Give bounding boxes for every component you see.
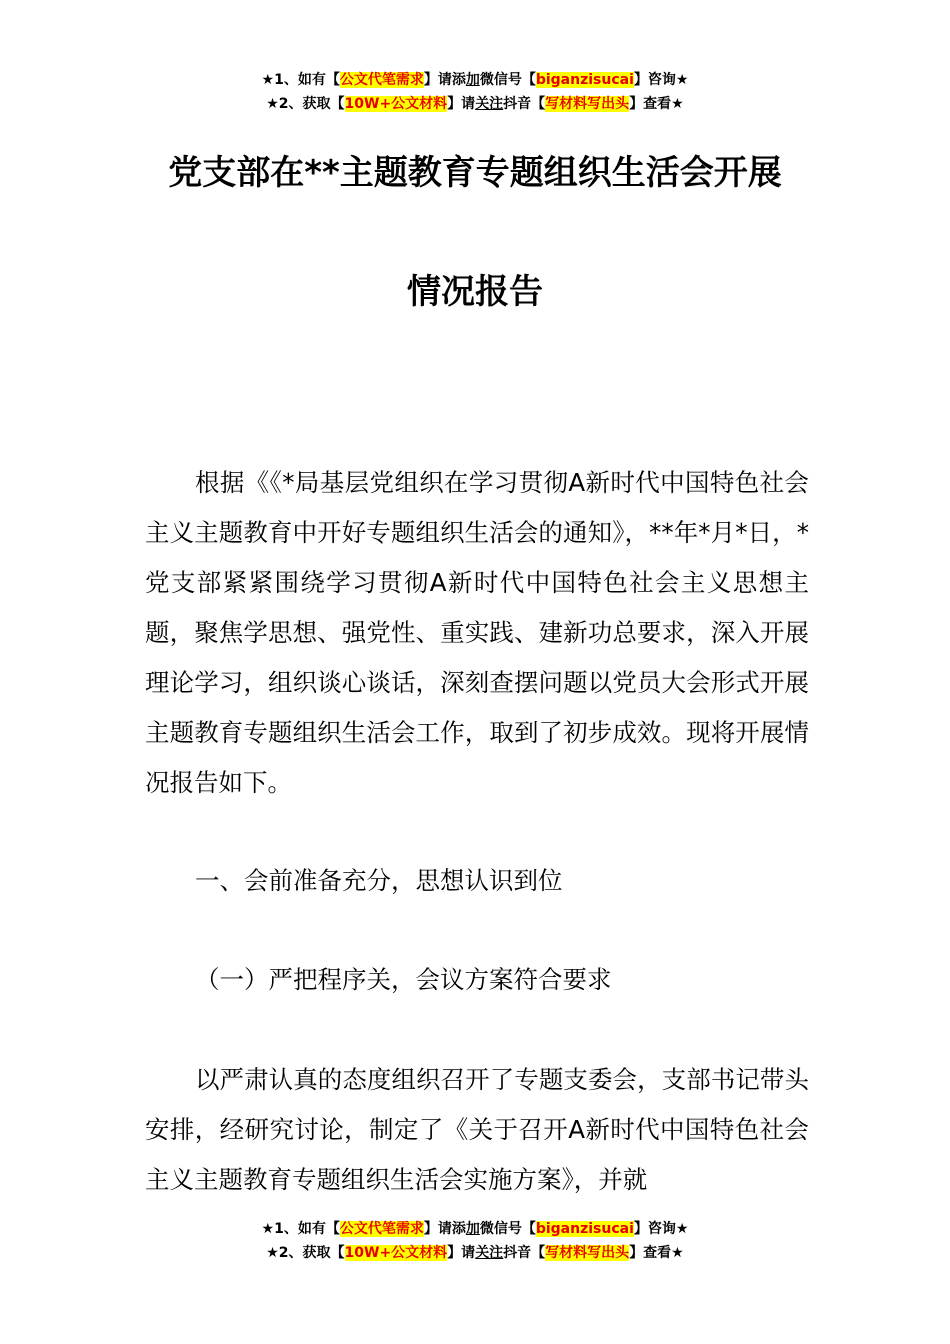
promo-text: 】请 [447,96,476,112]
promo-underline: 加 [465,1221,480,1237]
promo-text: ★1、如有【 [261,72,340,88]
promo-text: 】查看★ [629,96,684,112]
promo-text: 】查看★ [629,1245,684,1261]
promo-text: ★1、如有【 [261,1221,340,1237]
promo-text: 】请 [447,1245,476,1261]
promo-highlight: 公文代笔需求 [339,72,424,88]
promo-highlight: 10W+公文材料 [344,96,448,112]
body-paragraph-2: 以严肃认真的态度组织召开了专题支委会，支部书记带头安排，经研究讨论，制定了《关于召开A新时代中国特色社会主义主题教育专题组织生活会实施方案》，并就 [145,1065,809,1194]
promo-highlight: biganzisucai [535,72,634,88]
promo-line-2 [0,1241,950,1265]
promo-text: 】请添 [423,1221,466,1237]
promo-line-1 [0,1217,950,1241]
promo-text: ★2、获取【 [266,96,345,112]
promo-text: 抖音【 [503,1245,546,1261]
promo-underline: 关注 [475,1245,504,1261]
subsection-heading-1: （一）严把程序关，会议方案符合要求 [195,965,612,994]
promo-highlight: 写材料写出头 [545,96,630,112]
promo-underline: 关注 [475,96,504,112]
promo-banner-bottom [0,1217,950,1265]
promo-text: 】请添 [423,72,466,88]
body-paragraph-1: 根据《《*局基层党组织在学习贯彻A新时代中国特色社会主义主题教育中开好专题组织生活会的通知》，**年*月*日，*党支部紧紧围绕学习贯彻A新时代中国特色社会主义思想主题，聚焦学思想、强党性、重实践、建新功总要求，深入开展理论学习，组织谈心谈话，深刻查摆问题以党员大会形式开展主题教育专题组织生活会工作，取到了初步成效。现将开展情况报告如下。 [145,468,809,797]
section-heading-1: 一、会前准备充分，思想认识到位 [195,866,563,895]
promo-line-2 [0,92,950,116]
promo-banner-top [0,68,950,116]
promo-text: 】咨询★ [633,1221,689,1237]
promo-text: 】咨询★ [633,72,689,88]
promo-highlight: 10W+公文材料 [344,1245,448,1261]
document-title-line-1: 党支部在**主题教育专题组织生活会开展 [168,153,782,193]
promo-text: ★2、获取【 [266,1245,345,1261]
promo-underline: 加 [465,72,480,88]
promo-line-1 [0,68,950,92]
promo-highlight: 公文代笔需求 [339,1221,424,1237]
promo-text: 抖音【 [503,96,546,112]
promo-highlight: 写材料写出头 [545,1245,630,1261]
promo-highlight: biganzisucai [535,1221,634,1237]
promo-text: 微信号【 [479,72,536,88]
promo-text: 微信号【 [479,1221,536,1237]
document-title-line-2: 情况报告 [407,272,543,312]
